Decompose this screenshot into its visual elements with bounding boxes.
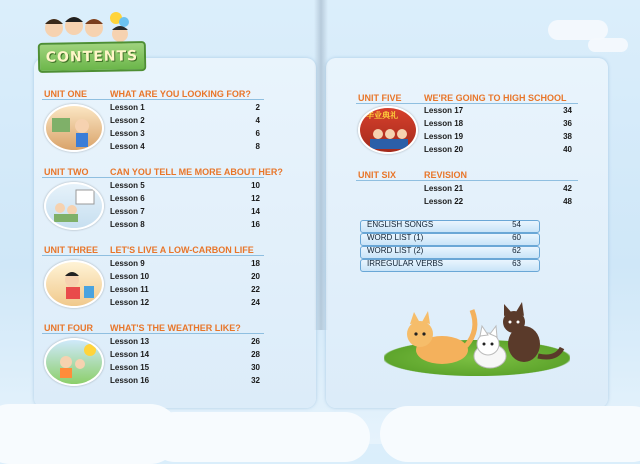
unit-two-divider xyxy=(42,177,264,178)
lesson-14-page: 28 xyxy=(251,350,260,359)
lesson-4-page: 8 xyxy=(255,142,260,151)
lesson-21[interactable]: Lesson 21 xyxy=(424,184,464,193)
lesson-19-page: 38 xyxy=(563,132,572,141)
lesson-10-page: 20 xyxy=(251,272,260,281)
cloud-bottom-center xyxy=(150,412,370,462)
unit-three-thumbnail xyxy=(44,260,104,308)
unit-three-divider xyxy=(42,255,264,256)
lesson-17[interactable]: Lesson 17 xyxy=(424,106,464,115)
lesson-22[interactable]: Lesson 22 xyxy=(424,197,464,206)
lesson-1[interactable]: Lesson 1 xyxy=(110,103,145,112)
lesson-7[interactable]: Lesson 7 xyxy=(110,207,145,216)
lesson-9-page: 18 xyxy=(251,259,260,268)
unit-four-divider xyxy=(42,333,264,334)
lesson-11[interactable]: Lesson 11 xyxy=(110,285,149,294)
unit-three-label: UNIT THREE xyxy=(44,245,98,255)
unit-two-label: UNIT TWO xyxy=(44,167,89,177)
cloud-bottom-right xyxy=(380,406,640,462)
unit-one-thumbnail xyxy=(44,104,104,152)
lesson-2-page: 4 xyxy=(255,116,260,125)
lesson-12[interactable]: Lesson 12 xyxy=(110,298,150,307)
lesson-19[interactable]: Lesson 19 xyxy=(424,132,464,141)
unit-six-divider xyxy=(356,180,578,181)
kids-illustration xyxy=(36,8,136,44)
unit-five-label: UNIT FIVE xyxy=(358,93,402,103)
unit-six-label: UNIT SIX xyxy=(358,170,397,180)
lesson-1-page: 2 xyxy=(255,103,260,112)
appendix-label: IRREGULAR VERBS xyxy=(367,259,444,268)
lesson-6[interactable]: Lesson 6 xyxy=(110,194,145,203)
unit-five-divider xyxy=(356,103,578,104)
appendix-english-songs[interactable] xyxy=(360,220,540,233)
appendix-label: WORD LIST (2) xyxy=(367,246,424,255)
graduation-sign: 毕业典礼 xyxy=(366,111,398,120)
lesson-15[interactable]: Lesson 15 xyxy=(110,363,150,372)
lesson-21-page: 42 xyxy=(563,184,572,193)
appendix-irregular-verbs[interactable] xyxy=(360,259,540,272)
appendix-page: 54 xyxy=(512,220,521,229)
appendix-label: WORD LIST (1) xyxy=(367,233,424,242)
lesson-13-page: 26 xyxy=(251,337,260,346)
lesson-18-page: 36 xyxy=(563,119,572,128)
unit-one-divider xyxy=(42,99,264,100)
lesson-5-page: 10 xyxy=(251,181,260,190)
lesson-22-page: 48 xyxy=(563,197,572,206)
unit-two-thumbnail xyxy=(44,182,104,230)
lesson-8-page: 16 xyxy=(251,220,260,229)
lesson-13[interactable]: Lesson 13 xyxy=(110,337,150,346)
unit-five-title: WE'RE GOING TO HIGH SCHOOL xyxy=(424,93,567,103)
book-spine xyxy=(314,0,328,330)
unit-two-title: CAN YOU TELL ME MORE ABOUT HER? xyxy=(110,167,283,177)
unit-five-thumbnail xyxy=(358,106,418,154)
lesson-20-page: 40 xyxy=(563,145,572,154)
cloud-top-right-small xyxy=(588,38,628,52)
lesson-3[interactable]: Lesson 3 xyxy=(110,129,145,138)
unit-one-title: WHAT ARE YOU LOOKING FOR? xyxy=(110,89,251,99)
contents-title: CONTENTS xyxy=(45,48,139,66)
lesson-9[interactable]: Lesson 9 xyxy=(110,259,145,268)
appendix-word-list-2[interactable] xyxy=(360,246,540,259)
lesson-8[interactable]: Lesson 8 xyxy=(110,220,145,229)
unit-one-label: UNIT ONE xyxy=(44,89,88,99)
cats-illustration xyxy=(392,300,572,380)
lesson-5[interactable]: Lesson 5 xyxy=(110,181,145,190)
lesson-10[interactable]: Lesson 10 xyxy=(110,272,150,281)
lesson-4[interactable]: Lesson 4 xyxy=(110,142,145,151)
lesson-20[interactable]: Lesson 20 xyxy=(424,145,464,154)
lesson-11-page: 22 xyxy=(251,285,260,294)
lesson-12-page: 24 xyxy=(251,298,260,307)
lesson-7-page: 14 xyxy=(251,207,260,216)
cloud-top-right xyxy=(548,20,608,40)
unit-three-title: LET'S LIVE A LOW-CARBON LIFE xyxy=(110,245,254,255)
appendix-word-list-1[interactable] xyxy=(360,233,540,246)
lesson-16[interactable]: Lesson 16 xyxy=(110,376,150,385)
lesson-18[interactable]: Lesson 18 xyxy=(424,119,464,128)
lesson-15-page: 30 xyxy=(251,363,260,372)
appendix-page: 62 xyxy=(512,246,521,255)
appendix-page: 63 xyxy=(512,259,521,268)
lesson-14[interactable]: Lesson 14 xyxy=(110,350,150,359)
contents-banner xyxy=(38,41,147,73)
lesson-16-page: 32 xyxy=(251,376,260,385)
unit-six-title: REVISION xyxy=(424,170,468,180)
lesson-17-page: 34 xyxy=(563,106,572,115)
lesson-3-page: 6 xyxy=(255,129,260,138)
appendix-label: ENGLISH SONGS xyxy=(367,220,434,229)
lesson-2[interactable]: Lesson 2 xyxy=(110,116,145,125)
appendix-page: 60 xyxy=(512,233,521,242)
lesson-6-page: 12 xyxy=(251,194,260,203)
unit-four-title: WHAT'S THE WEATHER LIKE? xyxy=(110,323,241,333)
unit-four-label: UNIT FOUR xyxy=(44,323,93,333)
unit-four-thumbnail xyxy=(44,338,104,386)
